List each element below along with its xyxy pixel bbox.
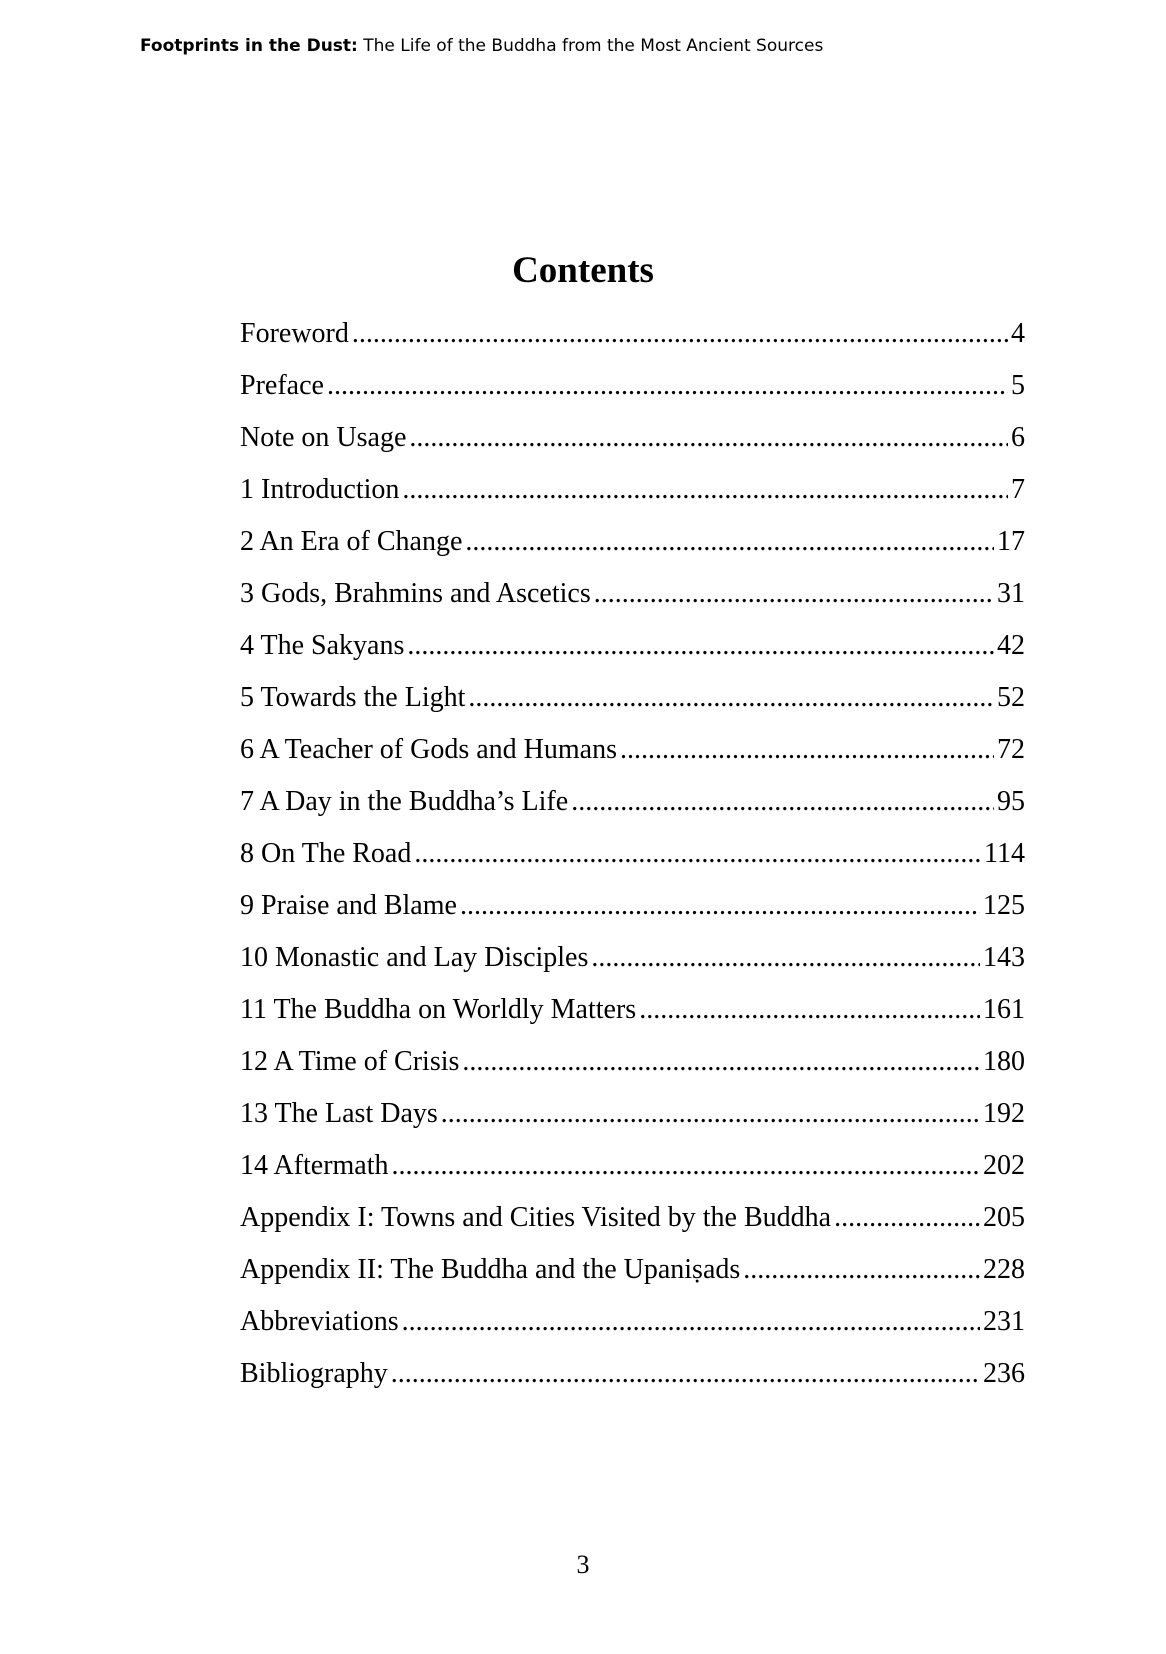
toc-entry-page: 161 [983, 994, 1025, 1025]
toc-entry [240, 724, 1025, 776]
toc-entry [240, 1244, 1025, 1296]
toc-entry [240, 360, 1025, 412]
toc-entry [240, 1140, 1025, 1192]
toc-entry [240, 516, 1025, 568]
page-number: 3 [576, 1550, 590, 1579]
toc-entry-page: 52 [997, 682, 1025, 713]
toc-entry [240, 880, 1025, 932]
toc-entry-title: 10 Monastic and Lay Disciples [240, 942, 589, 973]
toc-dot-leader [620, 724, 994, 776]
toc-entry-page: 143 [983, 942, 1025, 973]
toc-dot-leader [743, 1244, 980, 1296]
toc-dot-leader [409, 412, 1008, 464]
toc-entry-title: 4 The Sakyans [240, 630, 405, 661]
toc-entry-page: 17 [997, 526, 1025, 557]
toc-entry-title: Preface [240, 370, 324, 401]
toc-entry [240, 620, 1025, 672]
toc-entry-title: Bibliography [240, 1358, 388, 1389]
toc-dot-leader [327, 360, 1008, 412]
toc-entry-title: 3 Gods, Brahmins and Ascetics [240, 578, 591, 609]
toc-dot-leader [352, 308, 1008, 360]
toc-entry-title: Appendix II: The Buddha and the Upaniṣads [240, 1254, 741, 1285]
toc-entry [240, 1296, 1025, 1348]
toc-entry-page: 31 [997, 578, 1025, 609]
toc-dot-leader [462, 1036, 980, 1088]
toc-entry [240, 464, 1025, 516]
toc-entry-title: 7 A Day in the Buddha’s Life [240, 786, 569, 817]
toc-entry-page: 180 [983, 1046, 1025, 1077]
toc-entry-title: 11 The Buddha on Worldly Matters [240, 994, 637, 1025]
toc-entry-title: 8 On The Road [240, 838, 412, 869]
toc-entry-page: 192 [983, 1098, 1025, 1129]
toc-entry [240, 1192, 1025, 1244]
running-head [140, 36, 823, 56]
table-of-contents [240, 308, 1025, 1400]
toc-entry-page: 4 [1011, 318, 1025, 349]
toc-dot-leader [594, 568, 994, 620]
toc-entry-title: 13 The Last Days [240, 1098, 438, 1129]
toc-entry-page: 7 [1011, 474, 1025, 505]
toc-entry-title: 5 Towards the Light [240, 682, 466, 713]
running-head-subtitle: The Life of the Buddha from the Most Ancient Sources [357, 36, 824, 56]
toc-entry [240, 1036, 1025, 1088]
toc-entry-title: Abbreviations [240, 1306, 399, 1337]
toc-dot-leader [407, 620, 994, 672]
toc-entry-title: 9 Praise and Blame [240, 890, 457, 921]
toc-entry-page: 125 [983, 890, 1025, 921]
toc-entry-title: Appendix I: Towns and Cities Visited by the Buddha [240, 1202, 832, 1233]
toc-entry-page: 114 [984, 838, 1025, 869]
toc-dot-leader [571, 776, 994, 828]
toc-dot-leader [441, 1088, 980, 1140]
toc-entry-title: 12 A Time of Crisis [240, 1046, 460, 1077]
toc-entry-page: 228 [983, 1254, 1025, 1285]
page-title: Contents [512, 249, 654, 291]
toc-entry-title: Note on Usage [240, 422, 407, 453]
toc-entry-title: Foreword [240, 318, 349, 349]
toc-dot-leader [402, 464, 1008, 516]
toc-entry-page: 95 [997, 786, 1025, 817]
toc-entry-page: 231 [983, 1306, 1025, 1337]
toc-entry-title: 14 Aftermath [240, 1150, 389, 1181]
toc-entry [240, 1348, 1025, 1400]
toc-entry-page: 205 [983, 1202, 1025, 1233]
toc-entry-page: 72 [997, 734, 1025, 765]
toc-entry [240, 828, 1025, 880]
toc-dot-leader [402, 1296, 980, 1348]
toc-entry [240, 412, 1025, 464]
toc-dot-leader [834, 1192, 980, 1244]
toc-entry-page: 236 [983, 1358, 1025, 1389]
toc-dot-leader [391, 1348, 980, 1400]
toc-dot-leader [465, 516, 994, 568]
toc-dot-leader [468, 672, 994, 724]
toc-entry [240, 984, 1025, 1036]
toc-entry-page: 5 [1011, 370, 1025, 401]
toc-dot-leader [591, 932, 980, 984]
toc-entry [240, 776, 1025, 828]
toc-entry-title: 2 An Era of Change [240, 526, 463, 557]
toc-entry [240, 308, 1025, 360]
toc-entry [240, 1088, 1025, 1140]
toc-entry [240, 672, 1025, 724]
toc-dot-leader [414, 828, 981, 880]
toc-entry [240, 932, 1025, 984]
toc-dot-leader [392, 1140, 980, 1192]
toc-entry-page: 6 [1011, 422, 1025, 453]
running-head-book-title: Footprints in the Dust: [140, 36, 358, 56]
toc-dot-leader [460, 880, 980, 932]
toc-entry [240, 568, 1025, 620]
toc-entry-title: 1 Introduction [240, 474, 400, 505]
toc-entry-title: 6 A Teacher of Gods and Humans [240, 734, 618, 765]
toc-entry-page: 202 [983, 1150, 1025, 1181]
toc-dot-leader [639, 984, 980, 1036]
toc-entry-page: 42 [997, 630, 1025, 661]
